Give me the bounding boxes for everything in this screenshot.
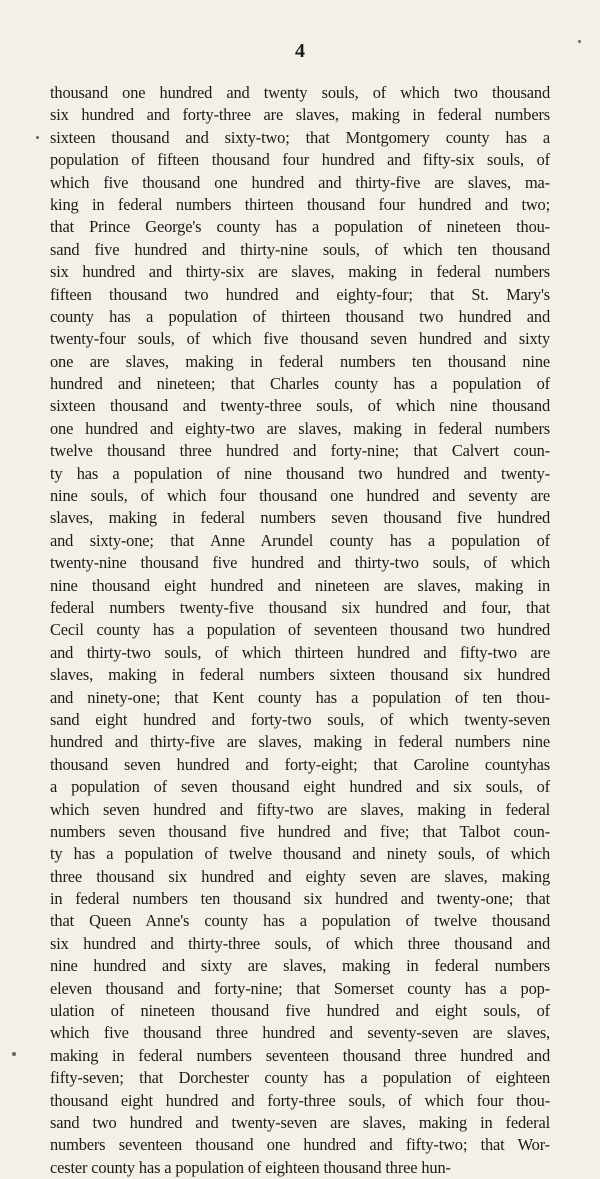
text-line: six hundred and forty-three are slaves, making in federal numbers xyxy=(50,105,550,125)
text-line: twelve thousand three hundred and forty-nine; that Calvert coun- xyxy=(50,441,550,461)
body-text xyxy=(50,82,550,1179)
text-line: numbers seventeen thousand one hundred and fifty-two; that Wor- xyxy=(50,1135,550,1155)
text-line: six hundred and thirty-three souls, of which three thousand and xyxy=(50,933,550,953)
text-line: a population of seven thousand eight hundred and six souls, of xyxy=(50,777,550,797)
page-number: 4 xyxy=(295,40,305,62)
text-line: county has a population of thirteen thousand two hundred and xyxy=(50,306,550,326)
text-line: thousand one hundred and twenty souls, of which two thousand xyxy=(50,83,550,102)
text-line: one hundred and eighty-two are slaves, making in federal numbers xyxy=(50,418,550,438)
text-line: sixteen thousand and sixty-two; that Montgomery county has a xyxy=(50,127,550,147)
text-line: population of fifteen thousand four hundred and fifty-six souls, of xyxy=(50,150,550,170)
text-line: cester county has a population of eighteen thousand three hun- xyxy=(50,1157,451,1177)
text-line: hundred and thirty-five are slaves, making in federal numbers nine xyxy=(50,732,550,752)
text-line: ty has a population of nine thousand two hundred and twenty- xyxy=(50,463,550,483)
text-line: king in federal numbers thirteen thousand four hundred and two; xyxy=(50,194,550,214)
text-line: which seven hundred and fifty-two are slaves, making in federal xyxy=(50,799,550,819)
text-line: sand two hundred and twenty-seven are slaves, making in federal xyxy=(50,1112,550,1132)
text-line: slaves, making in federal numbers sixteen thousand six hundred xyxy=(50,665,550,685)
text-line: and sixty-one; that Anne Arundel county has a population of xyxy=(50,530,550,550)
text-line: twenty-nine thousand five hundred and thirty-two souls, of which xyxy=(50,553,550,573)
text-line: sand eight hundred and forty-two souls, of which twenty-seven xyxy=(50,709,550,729)
text-line: fifteen thousand two hundred and eighty-four; that St. Mary's xyxy=(50,284,550,304)
text-line: that Prince George's county has a population of nineteen thou- xyxy=(50,217,550,237)
page-speck xyxy=(12,1052,16,1056)
text-line: in federal numbers ten thousand six hundred and twenty-one; that xyxy=(50,889,550,909)
text-line: nine souls, of which four thousand one hundred and seventy are xyxy=(50,486,550,506)
text-line: numbers seven thousand five hundred and five; that Talbot coun- xyxy=(50,821,550,841)
text-line: ty has a population of twelve thousand and ninety souls, of which xyxy=(50,844,550,864)
text-line: and thirty-two souls, of which thirteen hundred and fifty-two are xyxy=(50,642,550,662)
text-line: which five thousand one hundred and thirty-five are slaves, ma- xyxy=(50,172,550,192)
text-line: ulation of nineteen thousand five hundred and eight souls, of xyxy=(50,1001,550,1021)
page-speck xyxy=(578,40,581,43)
text-line: three thousand six hundred and eighty seven are slaves, making xyxy=(50,866,550,886)
text-line: hundred and nineteen; that Charles county has a population of xyxy=(50,374,550,394)
text-line: which five thousand three hundred and seventy-seven are slaves, xyxy=(50,1023,550,1043)
page-speck xyxy=(36,136,39,139)
text-line: and ninety-one; that Kent county has a population of ten thou- xyxy=(50,687,550,707)
text-line: thousand seven hundred and forty-eight; that Caroline countyhas xyxy=(50,754,550,774)
text-line: federal numbers twenty-five thousand six hundred and four, that xyxy=(50,597,550,617)
text-line: making in federal numbers seventeen thousand three hundred and xyxy=(50,1045,550,1065)
text-line: eleven thousand and forty-nine; that Somerset county has a pop- xyxy=(50,978,550,998)
text-line: sand five hundred and thirty-nine souls, of which ten thousand xyxy=(50,239,550,259)
text-line: one are slaves, making in federal numbers ten thousand nine xyxy=(50,351,550,371)
text-line: twenty-four souls, of which five thousand seven hundred and sixty xyxy=(50,329,550,349)
text-line: fifty-seven; that Dorchester county has a population of eighteen xyxy=(50,1068,550,1088)
text-line: slaves, making in federal numbers seven thousand five hundred xyxy=(50,508,550,528)
text-line: six hundred and thirty-six are slaves, making in federal numbers xyxy=(50,262,550,282)
text-line: Cecil county has a population of seventeen thousand two hundred xyxy=(50,620,550,640)
text-line: nine hundred and sixty are slaves, making in federal numbers xyxy=(50,956,550,976)
text-line: that Queen Anne's county has a population of twelve thousand xyxy=(50,911,550,931)
text-line: nine thousand eight hundred and nineteen are slaves, making in xyxy=(50,575,550,595)
text-line: thousand eight hundred and forty-three souls, of which four thou- xyxy=(50,1090,550,1110)
text-line: sixteen thousand and twenty-three souls, of which nine thousand xyxy=(50,396,550,416)
